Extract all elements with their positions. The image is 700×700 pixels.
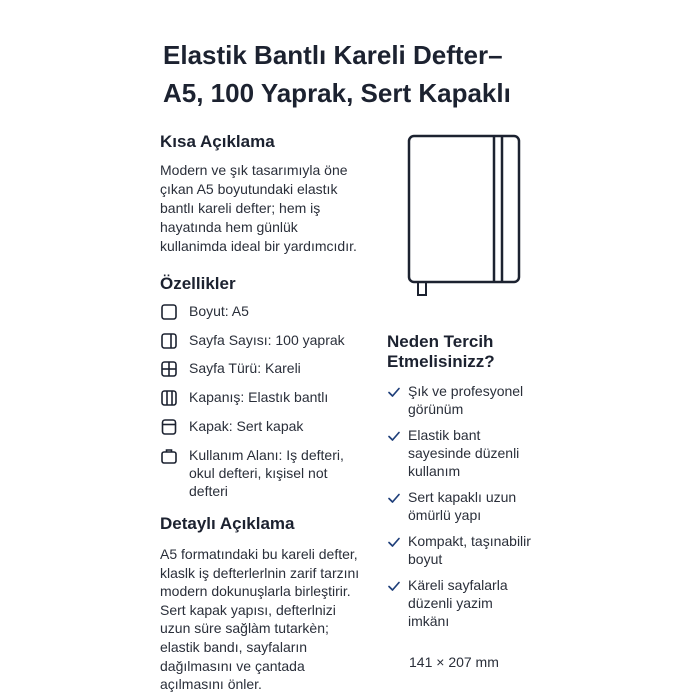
check-icon (387, 385, 401, 399)
elastic-band-icon (160, 389, 178, 407)
reason-line: Käreli sayfalarla (408, 577, 508, 593)
feature-item-size (160, 302, 249, 321)
feature-line: Sayfa Türü: Kareli (189, 360, 301, 376)
detailed-description-line: A5 formatındaki bu kareli defter, (160, 546, 358, 562)
reason-line: imkänı (408, 613, 450, 629)
grid-icon (160, 360, 178, 378)
reason-item (387, 532, 531, 568)
feature-line: defteri (189, 483, 228, 499)
detailed-description-line: dağılmasını ve çantada (160, 657, 305, 674)
feature-text (189, 388, 328, 406)
reason-text (408, 382, 523, 418)
feature-item-closure (160, 388, 328, 407)
cover-icon (160, 418, 178, 436)
reason-line: kullanım (408, 463, 461, 479)
dimensions-label: 141 × 207 mm (409, 654, 499, 670)
reason-item (387, 382, 523, 418)
detailed-description-line: klaslk iş defterlerlnin zarif tarzını (160, 564, 360, 581)
short-description-line: bantlı kareli defter; hem iş (160, 200, 321, 216)
reason-line: sayesinde düzenli (408, 445, 520, 461)
feature-text (189, 331, 345, 349)
why-choose-heading-line: Etmelisinizz? (387, 352, 495, 371)
short-description-line: Modern ve şık tasarımıyla öne (160, 162, 348, 178)
reason-line: Şık ve profesyonel (408, 383, 524, 399)
short-description-line: çıkan A5 boyutundaki elastık (160, 181, 338, 197)
reason-line: ömürlü yapı (408, 507, 482, 523)
reason-line: Elastik bant (408, 427, 481, 443)
why-choose-heading (387, 332, 495, 372)
feature-item-cover (160, 417, 303, 436)
reason-line: boyut (408, 551, 443, 567)
feature-text (189, 417, 303, 435)
feature-text (189, 302, 249, 320)
feature-line: Kapak: Sert kapak (189, 418, 304, 434)
short-description-heading: Kısa Açıklama (160, 132, 275, 151)
reason-text (408, 532, 531, 568)
feature-item-usage (160, 446, 344, 500)
feature-line: Sayfa Sayısı: 100 yaprak (189, 332, 345, 348)
feature-line: Kullanım Alanı: Iş defteri, (189, 447, 344, 463)
feature-line: Kapanış: Elastık bantlı (189, 389, 329, 405)
check-icon (387, 579, 401, 593)
short-description-text (160, 161, 357, 256)
check-icon (387, 429, 401, 443)
short-description-line: hayatında hem günlük (160, 219, 298, 235)
feature-text (189, 359, 301, 377)
check-icon (387, 535, 401, 549)
reason-line: Sert kapaklı uzun (408, 489, 517, 505)
detailed-description-line: uzun süre sağlàm tutarkèn; (160, 620, 329, 637)
reason-text (408, 488, 516, 524)
reason-text (408, 576, 508, 630)
why-choose-heading-line: Neden Tercih (387, 332, 494, 351)
reason-line: Kompakt, taşınabilir (408, 533, 531, 549)
briefcase-icon (160, 447, 178, 465)
detailed-description-line: elastik bandı, sayfaların (160, 638, 308, 655)
feature-line: okul defteri, kışisel not (189, 465, 328, 481)
reason-line: düzenli yazim (408, 595, 493, 611)
short-description-line: kullanimda ideal bir yardımcıdır. (160, 238, 357, 254)
detailed-description-heading: Detaylı Açıklama (160, 514, 295, 533)
features-heading: Özellikler (160, 274, 236, 293)
reason-item (387, 426, 519, 480)
reason-text (408, 426, 519, 480)
square-icon (160, 303, 178, 321)
feature-line: Boyut: A5 (189, 303, 249, 319)
check-icon (387, 491, 401, 505)
pages-icon (160, 332, 178, 350)
detailed-description-text (160, 545, 359, 694)
feature-item-page-type (160, 359, 301, 378)
feature-text (189, 446, 344, 500)
detailed-description-line: modern dokunuşlarla birleştirir. (160, 583, 351, 600)
page-title (163, 36, 583, 112)
reason-item (387, 576, 508, 630)
notebook-illustration (406, 133, 524, 299)
reason-item (387, 488, 516, 524)
detailed-description-line: Sert kapak yapısı, defterlnizi (160, 601, 336, 618)
detailed-description-line: açılmasını önler. (160, 676, 262, 693)
title-line-2: A5, 100 Yaprak, Sert Kapaklı (163, 78, 511, 108)
feature-item-page-count (160, 331, 345, 350)
reason-line: görünüm (408, 401, 464, 417)
title-line-1: Elastik Bantlı Kareli Defter– (163, 40, 503, 70)
